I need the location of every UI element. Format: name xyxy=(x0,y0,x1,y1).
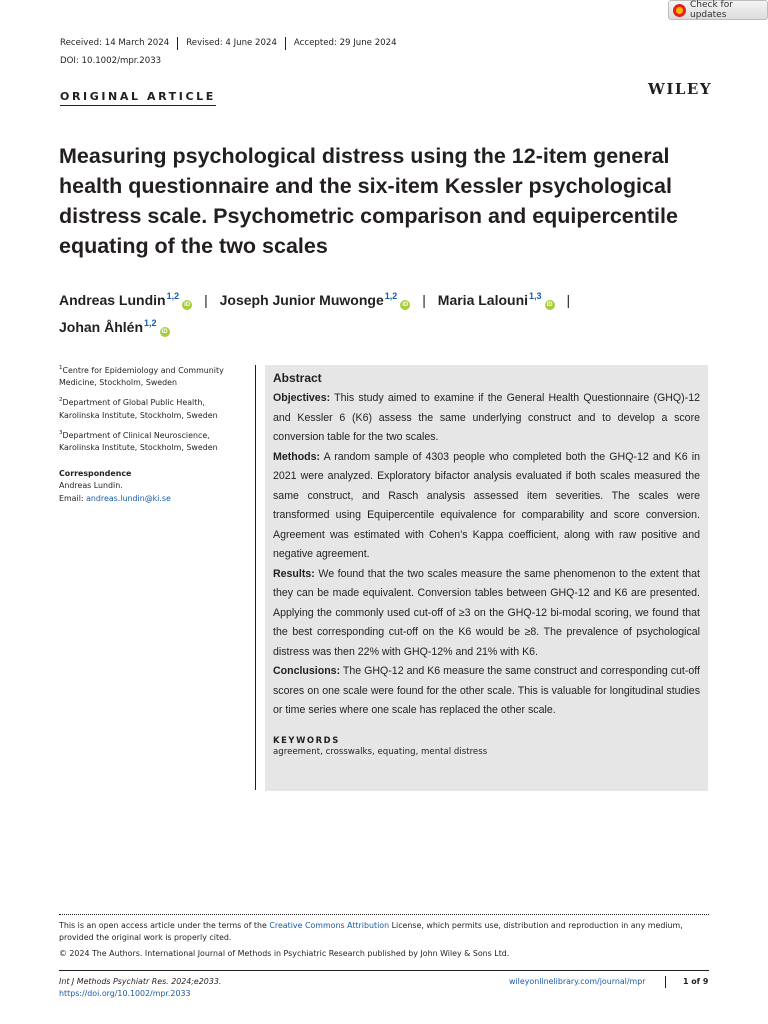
author-name: Johan Åhlén xyxy=(59,319,144,335)
author-name: Maria Lalouni xyxy=(437,292,529,308)
correspondence-heading: Correspondence xyxy=(59,469,132,479)
author-affiliation-ref[interactable]: 1,2 xyxy=(384,291,398,301)
page-number: 1 of 9 xyxy=(683,977,709,986)
accepted-date: Accepted: 29 June 2024 xyxy=(285,37,405,50)
abstract-methods: Methods: A random sample of 4303 people who completed both the GHQ-12 and K6 in 2021 were analyzed. Exploratory bifactor analysis evaluated if both scales measured the same construct, and Rasch analysis assessed item severities. The scales were transformed using Equipercentile equivalence for comparability and score conversion. Agreement was estimated with Cohen's Kappa coefficient, along with raw positive and negative agreement. xyxy=(273,450,700,560)
affiliation: $^1$Centre for Epidemiology and Community Medicine, Stockholm, Sweden xyxy=(59,365,224,388)
author-separator: | xyxy=(422,292,426,308)
abstract-objectives: Objectives: This study aimed to examine if the General Health Questionnaire (GHQ)-12 and Kessler 6 (K6) assess the same underlying construct and to develop a score conversion table for the two scales. xyxy=(273,392,700,443)
check-for-updates-label: Check for updates xyxy=(690,0,733,20)
abstract-box xyxy=(265,365,708,791)
journal-doi-link[interactable]: https://doi.org/10.1002/mpr.2033 xyxy=(59,989,191,998)
check-for-updates-button[interactable] xyxy=(668,0,768,20)
orcid-icon[interactable]: iD xyxy=(184,302,191,308)
received-date: Received: 14 March 2024 xyxy=(60,38,170,48)
journal-citation: Int J Methods Psychiatr Res. 2024;e2033. xyxy=(59,977,222,986)
author-name: Andreas Lundin xyxy=(59,292,166,308)
abstract-conclusions: Conclusions: The GHQ-12 and K6 measure the same construct and corresponding cut-off scores on one scale were found for the other scale. This is valuable for longitudinal studies or time series where one scale has replaced the other scale. xyxy=(273,665,700,716)
license-link[interactable]: Creative Commons Attribution xyxy=(269,921,390,930)
author-list xyxy=(59,285,719,339)
author-separator: | xyxy=(204,292,208,308)
correspondence-name: Andreas Lundin. xyxy=(59,481,123,491)
publisher-logo: WILEY xyxy=(648,80,713,98)
orcid-icon[interactable]: iD xyxy=(546,302,553,308)
correspondence-email-link[interactable]: andreas.lundin@ki.se xyxy=(86,493,171,503)
article-type: ORIGINAL ARTICLE xyxy=(60,90,216,106)
author-name: Joseph Junior Muwonge xyxy=(219,292,384,308)
orcid-icon[interactable]: iD xyxy=(161,329,168,335)
author-separator: | xyxy=(566,292,571,308)
keywords: agreement, crosswalks, equating, mental distress xyxy=(273,746,488,757)
copyright: © 2024 The Authors. International Journal of Methods in Psychiatric Research published by John Wiley & Sons Ltd. xyxy=(59,949,510,958)
orcid-icon[interactable]: iD xyxy=(402,302,409,308)
crossmark-icon xyxy=(673,4,686,17)
affiliations-sidebar xyxy=(59,362,241,505)
publication-dates xyxy=(60,37,405,50)
footer-divider xyxy=(59,970,709,971)
keywords-heading: KEYWORDS xyxy=(273,734,340,745)
author-affiliation-ref[interactable]: 1,2 xyxy=(144,318,157,328)
revised-date: Revised: 4 June 2024 xyxy=(177,37,285,50)
footnote-divider xyxy=(59,914,709,915)
journal-website-link[interactable]: wileyonlinelibrary.com/journal/mpr xyxy=(509,977,646,986)
divider xyxy=(255,365,256,790)
abstract-heading: Abstract xyxy=(273,371,322,385)
license-statement: This is an open access article under the terms of the Creative Commons Attribution License, which permits use, distribution and reproduction in any medium, provided the original work is properly cited. xyxy=(59,921,683,942)
correspondence-email-line: Email: andreas.lundin@ki.se xyxy=(59,493,171,503)
abstract-results: Results: We found that the two scales measure the same phenomenon to the extent that they can be made equivalent. Conversion tables between GHQ-12 and K6 are presented. Applying the commonly used cut-off of ≥3 on the GHQ-12 bi-modal scoring, we found that the best corresponding cut-off on the K6 would be ≥8. The prevalence of psychological distress was then 22% with GHQ-12% and 21% with K6. xyxy=(273,567,700,658)
author-affiliation-ref[interactable]: 1,3 xyxy=(529,291,542,301)
author-affiliation-ref[interactable]: 1,2 xyxy=(166,291,180,301)
affiliation: $^2$Department of Global Public Health, Karolinska Institute, Stockholm, Sweden xyxy=(59,397,218,420)
article-title: Measuring psychological distress using the 12-item general health questionnaire and the six-item Kessler psychological distress scale. Psychometric comparison and equipercentile equating of the two scales xyxy=(59,144,678,258)
doi: DOI: 10.1002/mpr.2033 xyxy=(60,56,162,66)
footer-separator xyxy=(665,976,666,988)
affiliation: $^3$Department of Clinical Neuroscience, Karolinska Institute, Stockholm, Sweden xyxy=(59,429,218,453)
